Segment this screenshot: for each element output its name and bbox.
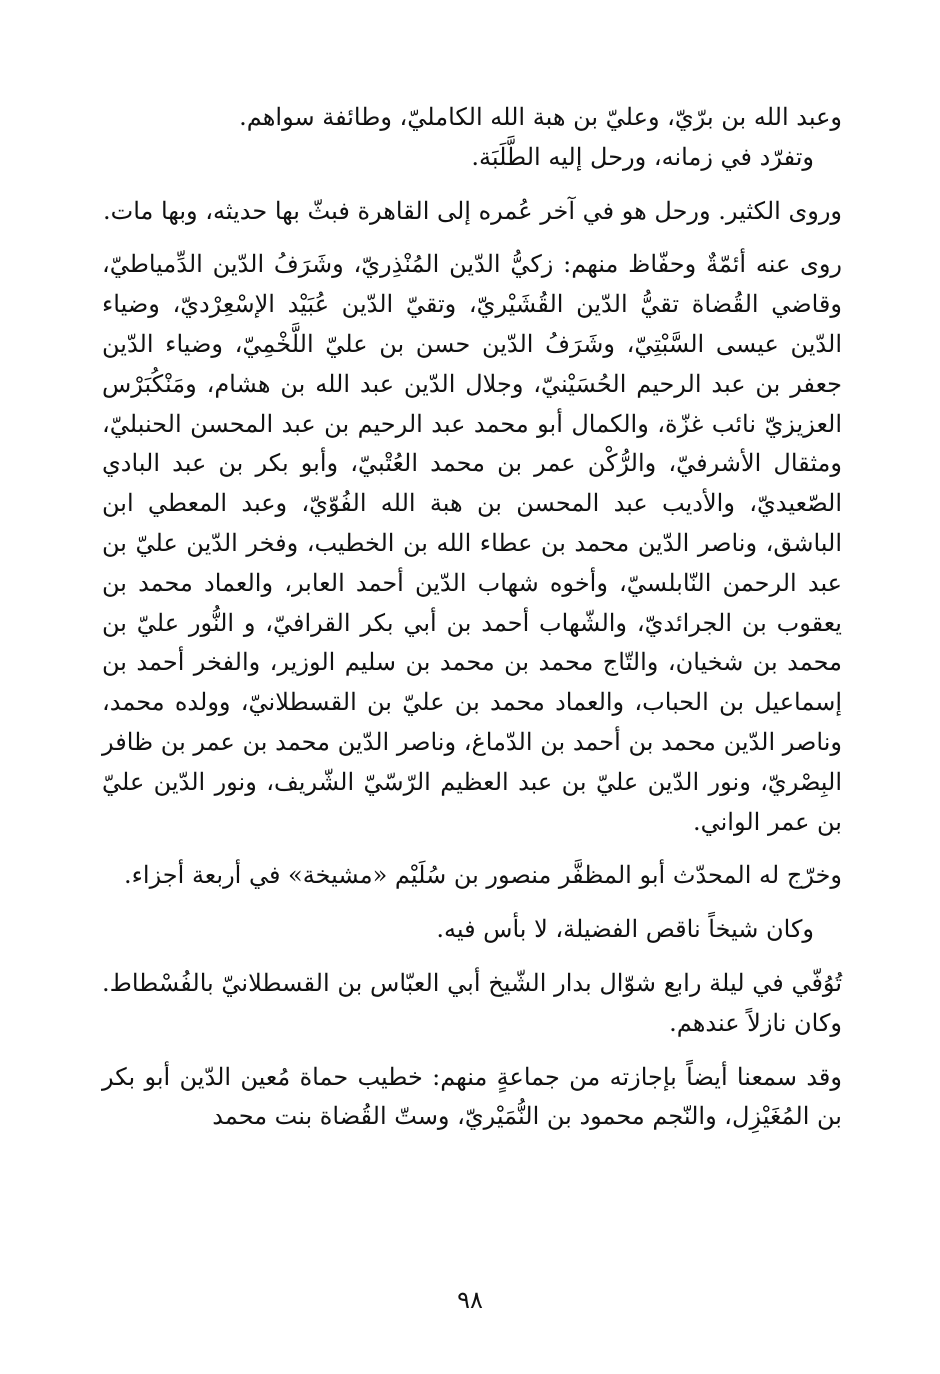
paragraph-mashyakha: وخرّج له المحدّث أبو المظفَّر منصور بن سُلَيْم «مشيخة» في أربعة أجزاء. [123,861,842,890]
paragraph-death: تُوُفّي في ليلة رابع شوّال بدار الشّيخ أبي العبّاس بن القسطلانيّ بالفُسْطاط. وكان نازلاً عندهم. [102,968,842,1037]
page-number: ٩٨ [457,1286,483,1314]
body-text [102,98,842,1137]
paragraph-narrators-list: روى عنه أئمّةٌ وحفّاظ منهم: زكيُّ الدّين المُنْذِريّ، وشَرَفُ الدّين الدِّمياطيّ، وقاضي القُضاة تقيُّ الدّين القُشَيْريّ، وتقيّ الدّين عُبَيْد الإسْعِرْديّ، وضياء الدّين عيسى السَّبْتِيّ، وشَرَفُ الدّين حسن بن عليّ اللَّخْمِيّ، وضياء الدّين جعفر بن عبد الرحيم الحُسَيْنيّ، وجلال الدّين عبد الله بن هشام، ومَنْكُبَرْس العزيزيّ نائب غزّة، والكمال أبو محمد عبد الرحيم بن عبد المحسن الحنبليّ، ومثقال الأشرفيّ، والرُّكْن عمر بن محمد العُتْبيّ، وأبو بكر بن عبد البادي الصّعيديّ، والأديب عبد المحسن بن هبة الله الفُوّيّ، وعبد المعطي ابن الباشق، وناصر الدّين محمد بن عطاء الله بن الخطيب، وفخر الدّين عليّ بن عبد الرحمن النّابلسيّ، وأخوه شهاب الدّين أحمد العابر، والعماد محمد بن يعقوب بن الجرائديّ، والشّهاب أحمد بن أبي بكر القرافيّ، و النُّور عليّ بن محمد بن شخيان، والتّاج محمد بن محمد بن سليم الوزير، والفخر أحمد بن إسماعيل بن الحباب، والعماد محمد بن عليّ بن القسطلانيّ، وولده محمد، وناصر الدّين محمد بن أحمد بن الدّماغ، وناصر الدّين محمد بن عمر بن ظافر البِصْريّ، ونور الدّين عليّ بن عبد العظيم الرّسّيّ الشّريف، ونور الدّين عليّ بن عمر الواني. [102,250,843,836]
paragraph-ijaza: وقد سمعنا أيضاً بإجازته من جماعةٍ منهم: خطيب حماة مُعين الدّين أبو بكر بن المُغَيْزِل، والنّجم محمود بن النُّمَيْريّ، وستّ القُضاة بنت محمد [102,1062,842,1131]
paragraph-character: وكان شيخاً ناقص الفضيلة، لا بأس فيه. [436,915,814,944]
paragraph-travel-cairo: وروى الكثير. ورحل هو في آخر عُمره إلى القاهرة فبثّ بها حديثه، وبها مات. [102,196,842,225]
paragraph-teachers-end: وعبد الله بن برّيّ، وعليّ بن هبة الله الكامليّ، وطائفة سواهم. [239,103,842,131]
paragraph-unique-in-time: وتفرّد في زمانه، ورحل إليه الطَّلَبَة. [471,142,814,171]
